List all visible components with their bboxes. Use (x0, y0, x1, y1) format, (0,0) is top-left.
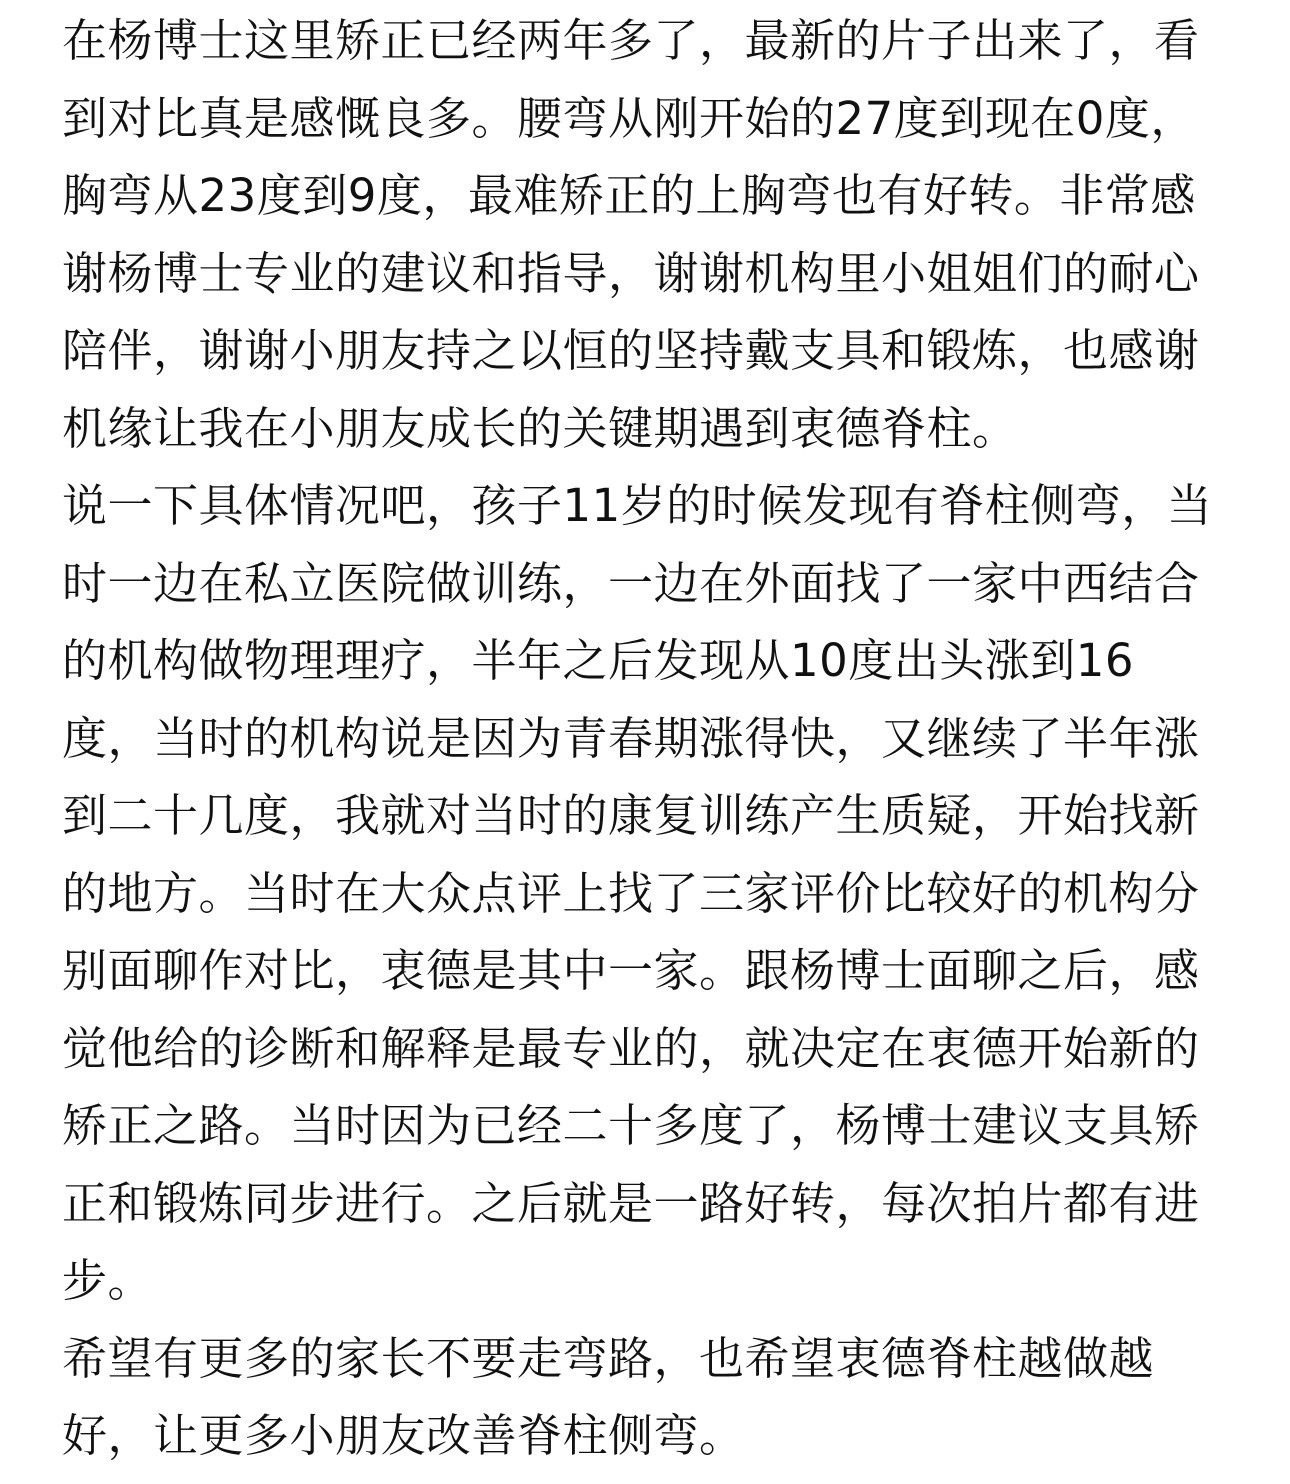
text-line: 到二十几度，我就对当时的康复训练产生质疑，开始找新 (62, 789, 1200, 842)
text-line: 到对比真是感慨良多。腰弯从刚开始的27度到现在0度， (62, 91, 1196, 145)
text-line: 正和锻炼同步进行。之后就是一路好转，每次拍片都有进 (62, 1176, 1200, 1230)
text-line: 矫正之路。当时因为已经二十多度了，杨博士建议支具矫 (62, 1099, 1200, 1152)
text-line: 好，让更多小朋友改善脊柱侧弯。 (62, 1409, 745, 1462)
paragraph-details (62, 467, 1242, 1320)
paragraph-closing (62, 1320, 1242, 1475)
text-line: 觉他给的诊断和解释是最专业的，就决定在衷德开始新的 (62, 1021, 1200, 1075)
text-line: 机缘让我在小朋友成长的关键期遇到衷德脊柱。 (62, 401, 1018, 455)
text-line: 在杨博士这里矫正已经两年多了，最新的片子出来了，看 (62, 14, 1200, 67)
text-line: 谢杨博士专业的建议和指导，谢谢机构里小姐姐们的耐心 (62, 246, 1200, 300)
text-line: 时一边在私立医院做训练，一边在外面找了一家中西结合 (62, 556, 1200, 610)
text-line: 度，当时的机构说是因为青春期涨得快，又继续了半年涨 (62, 711, 1200, 765)
text-line: 的地方。当时在大众点评上找了三家评价比较好的机构分 (62, 866, 1200, 920)
text-line: 的机构做物理理疗，半年之后发现从10度出头涨到16 (62, 634, 1135, 687)
paragraph-progress (62, 2, 1242, 467)
text-line: 别面聊作对比，衷德是其中一家。跟杨博士面聊之后，感 (62, 944, 1200, 997)
text-line: 步。 (62, 1254, 154, 1307)
text-line: 说一下具体情况吧，孩子11岁的时候发现有脊柱侧弯，当 (62, 479, 1213, 532)
text-line: 希望有更多的家长不要走弯路，也希望衷德脊柱越做越 (62, 1331, 1155, 1385)
text-line: 陪伴，谢谢小朋友持之以恒的坚持戴支具和锻炼，也感谢 (62, 324, 1200, 377)
post-body (62, 2, 1242, 1475)
text-line: 胸弯从23度到9度，最难矫正的上胸弯也有好转。非常感 (62, 169, 1196, 222)
